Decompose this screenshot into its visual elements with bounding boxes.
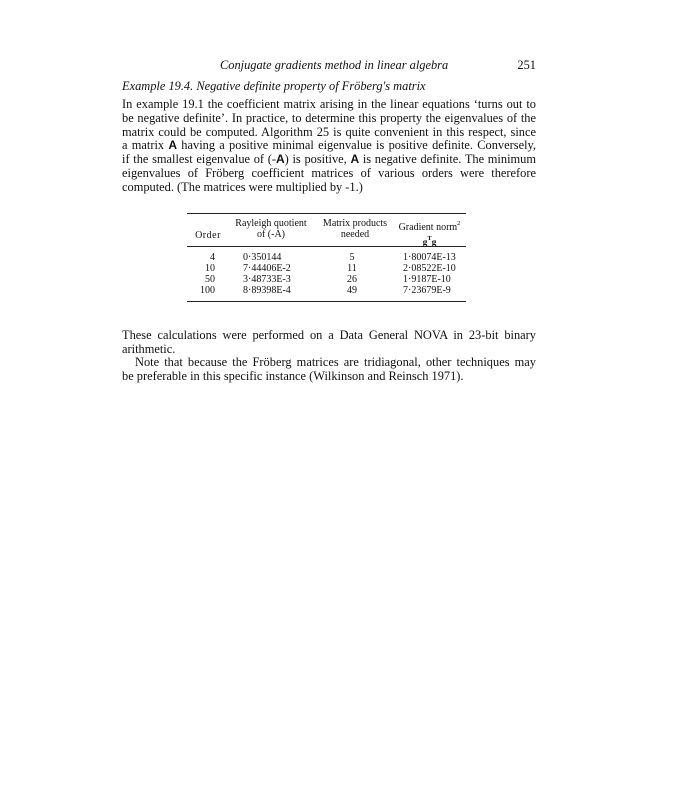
row-4-gradient: 7·23679E-9 (403, 285, 451, 296)
header-gradient-sup: 2 (457, 220, 461, 227)
gtg-g1: g (422, 238, 428, 248)
header-rayleigh-line2: of (-A) (256, 229, 286, 240)
intro-line-5b: ) is positive, (284, 152, 351, 167)
header-gradient-norm (392, 218, 467, 249)
intro-line-1: In example 19.1 the coefficient matrix arising in the linear equations ‘turns out to (122, 97, 536, 111)
gtg-transpose: T (427, 235, 432, 242)
row-1-products: 5 (349, 252, 355, 263)
page-number: 251 (517, 58, 536, 72)
after-paragraph (122, 329, 536, 357)
intro-line-3: matrix could be computed. Algorithm 25 is quite convenient in this respect, since (122, 124, 536, 139)
intro-line-4 (122, 139, 536, 153)
matrix-symbol-a: A (350, 152, 360, 167)
header-matrix-line2: needed (340, 229, 370, 240)
intro-line-5 (122, 153, 536, 167)
after-line-2: arithmetic. (122, 341, 176, 356)
row-1-rayleigh: 0·350144 (243, 252, 282, 263)
row-3-gradient: 1·9187E-10 (403, 274, 451, 285)
header-order: Order (195, 230, 221, 241)
header-matrix-line1: Matrix products (322, 218, 388, 229)
gtg-g2: g (431, 238, 437, 248)
intro-line-6: eigenvalues of Fröberg coefficient matrices of various orders were therefore (122, 165, 536, 180)
intro-line-5c: is negative definite. The minimum (359, 152, 536, 167)
note-paragraph (122, 356, 536, 384)
row-2-gradient: 2·08522E-10 (403, 263, 456, 274)
row-2-order: 10 (205, 263, 215, 274)
row-4-order: 100 (200, 285, 215, 296)
row-3-products: 26 (347, 274, 357, 285)
table-rule-mid (187, 246, 466, 247)
running-title: Conjugate gradients method in linear algebra (220, 58, 449, 72)
running-head (124, 58, 536, 74)
table-rule-bottom (187, 301, 466, 302)
intro-line-4b: having a positive minimal eigenvalue is positive definite. Conversely, (177, 138, 536, 153)
row-3-order: 50 (205, 274, 215, 285)
row-1-order: 4 (210, 252, 215, 263)
table-rule-top (187, 213, 466, 214)
row-2-products: 11 (347, 263, 357, 274)
matrix-symbol-a: A (168, 138, 178, 153)
intro-line-4a: a matrix (122, 138, 169, 153)
note-line-2: be preferable in this specific instance (Wilkinson and Reinsch 1971). (122, 368, 464, 383)
intro-line-2: be negative definite’. In practice, to determine this property the eigenvalues of the (122, 110, 536, 125)
row-4-rayleigh: 8·89398E-4 (243, 285, 291, 296)
header-rayleigh (231, 218, 311, 240)
example-heading: Example 19.4. Negative definite property of Fröberg's matrix (122, 79, 426, 93)
note-line-1: Note that because the Fröberg matrices are tridiagonal, other techniques may (135, 355, 536, 369)
intro-line-7: computed. (The matrices were multiplied by -1.) (122, 179, 363, 194)
row-2-rayleigh: 7·44406E-2 (243, 263, 291, 274)
intro-paragraph (122, 98, 536, 195)
after-line-1: These calculations were performed on a Data General NOVA in 23-bit binary (122, 328, 536, 342)
row-1-gradient: 1·80074E-13 (403, 252, 456, 263)
header-matrix-products (320, 218, 390, 240)
row-3-rayleigh: 3·48733E-3 (243, 274, 291, 285)
intro-line-5a: if the smallest eigenvalue of (- (122, 152, 276, 167)
row-4-products: 49 (347, 285, 357, 296)
header-gradient-text: Gradient norm (398, 222, 458, 233)
header-gradient-line1 (392, 218, 467, 233)
matrix-symbol-a: A (276, 152, 285, 167)
header-rayleigh-line1: Rayleigh quotient (235, 218, 307, 229)
